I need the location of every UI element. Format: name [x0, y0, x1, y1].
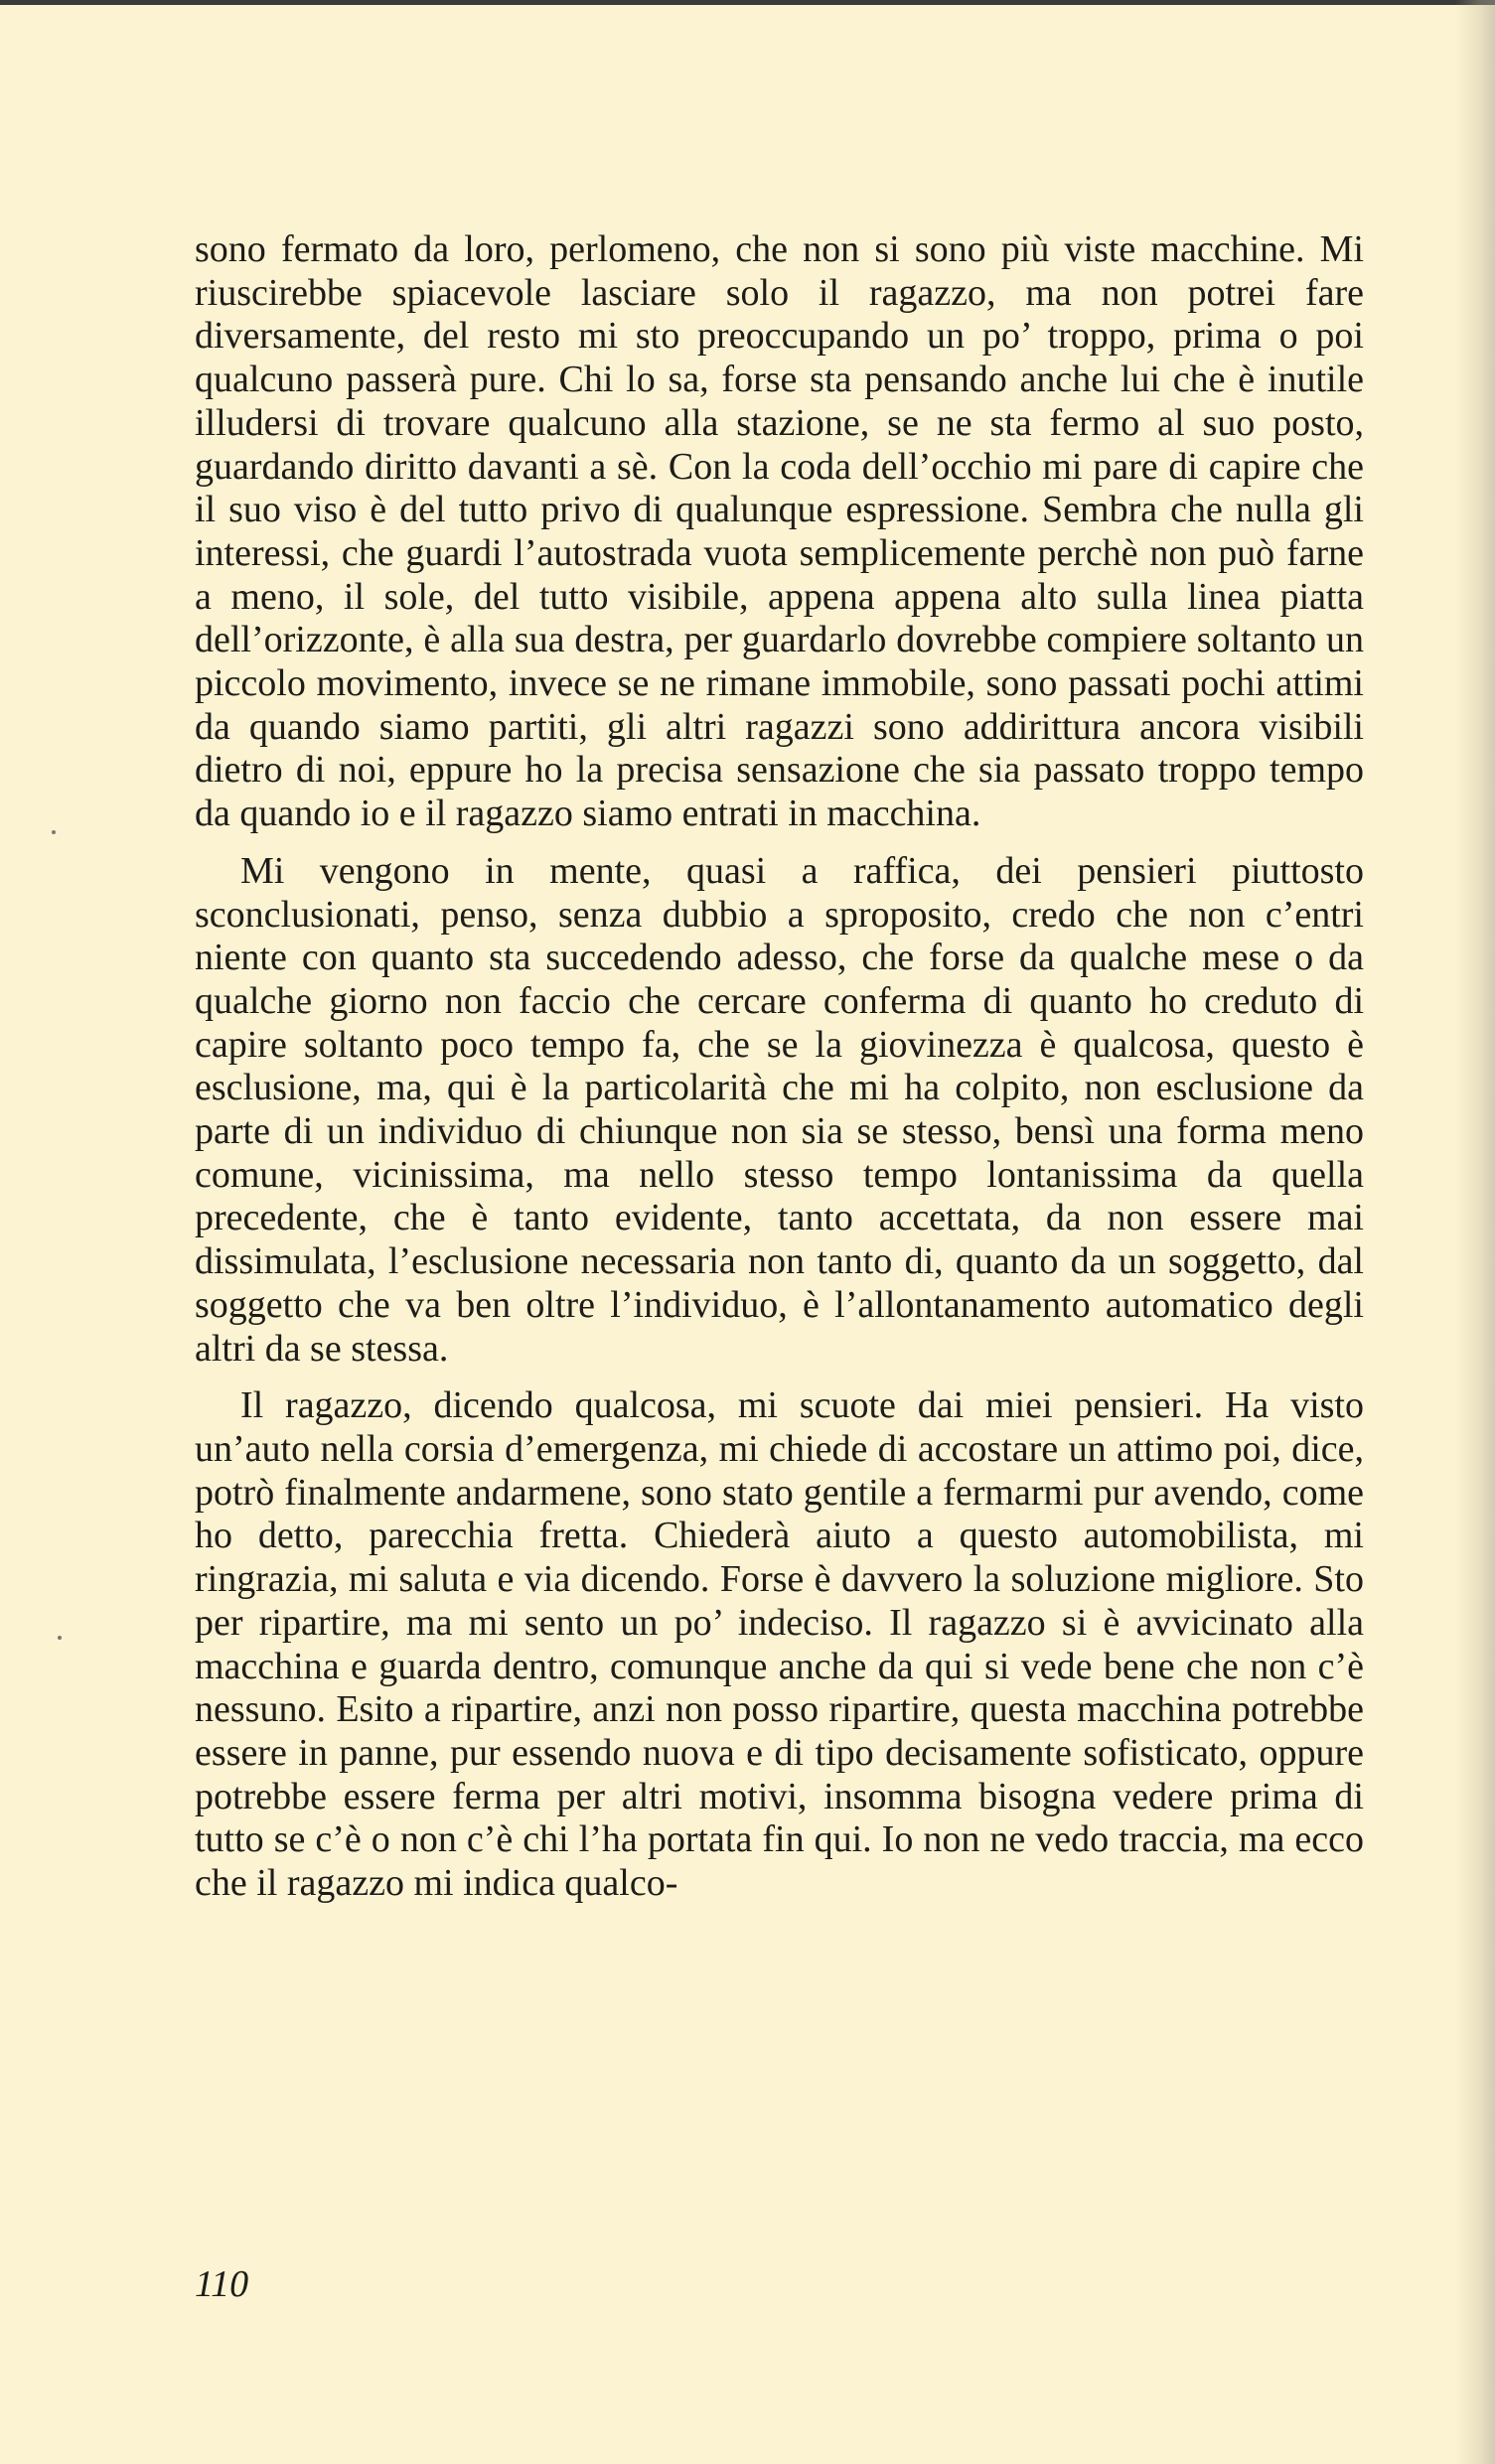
- body-text: [195, 228, 1364, 1906]
- paper-speck: [58, 1636, 62, 1640]
- paragraph-3: Il ragazzo, dicendo qualcosa, mi scuote dai miei pensieri. Ha visto un’auto nella corsia d’emergenza, mi chiede di accostare un attimo poi, dice, potrò finalmente andarmene, sono stato gentile a fermarmi pur avendo, come ho detto, parecchia fretta. Chiederà aiuto a questo automobilista, mi ringrazia, mi saluta e via dicendo. Forse è davvero la soluzione migliore. Sto per ripartire, ma mi sento un po’ indeciso. Il ragazzo si è avvicinato alla macchina e guarda dentro, comunque anche da qui si vede bene che non c’è nessuno. Esito a ripartire, anzi non posso ripartire, questa macchina potrebbe essere in panne, pur essendo nuova e di tipo decisamente sofisticato, oppure potrebbe essere ferma per altri motivi, insomma bisogna vedere prima di tutto se c’è o non c’è chi l’ha portata fin qui. Io non ne vedo traccia, ma ecco che il ragazzo mi indica qualco-: [195, 1384, 1364, 1905]
- paper-speck: [52, 830, 56, 834]
- paragraph-1: sono fermato da loro, perlomeno, che non si sono più viste macchine. Mi riuscirebbe spiacevole lasciare solo il ragazzo, ma non potrei fare diversamente, del resto mi sto preoccupando un po’ troppo, prima o poi qualcuno passerà pure. Chi lo sa, forse sta pensando anche lui che è inutile illudersi di trovare qualcuno alla stazione, se ne sta fermo al suo posto, guardando diritto davanti a sè. Con la coda dell’occhio mi pare di capire che il suo viso è del tutto privo di qualunque espressione. Sembra che nulla gli interessi, che guardi l’autostrada vuota semplicemente perchè non può farne a meno, il sole, del tutto visibile, appena appena alto sulla linea piatta dell’orizzonte, è alla sua destra, per guardarlo dovrebbe compiere soltanto un piccolo movimento, invece se ne rimane immobile, sono passati pochi attimi da quando siamo partiti, gli altri ragazzi sono addirittura ancora visibili dietro di noi, eppure ho la precisa sensazione che sia passato troppo tempo da quando io e il ragazzo siamo entrati in macchina.: [195, 228, 1364, 835]
- page-number: 110: [195, 2263, 249, 2305]
- paragraph-2: Mi vengono in mente, quasi a raffica, dei pensieri piuttosto sconclusionati, penso, senza dubbio a sproposito, credo che non c’entri niente con quanto sta succedendo adesso, che forse da qualche mese o da qualche giorno non faccio che cercare conferma di quanto ho creduto di capire soltanto poco tempo fa, che se la giovinezza è qualcosa, questo è esclusione, ma, qui è la particolarità che mi ha colpito, non esclusione da parte di un individuo di chiunque non sia se stesso, bensì una forma meno comune, vicinissima, ma nello stesso tempo lontanissima da quella precedente, che è tanto evidente, tanto accettata, da non essere mai dissimulata, l’esclusione necessaria non tanto di, quanto da un soggetto, dal soggetto che va ben oltre l’individuo, è l’allontanamento automatico degli altri da se stessa.: [195, 849, 1364, 1370]
- top-edge-rule: [0, 0, 1495, 5]
- page-edge-shadow: [1455, 0, 1495, 2464]
